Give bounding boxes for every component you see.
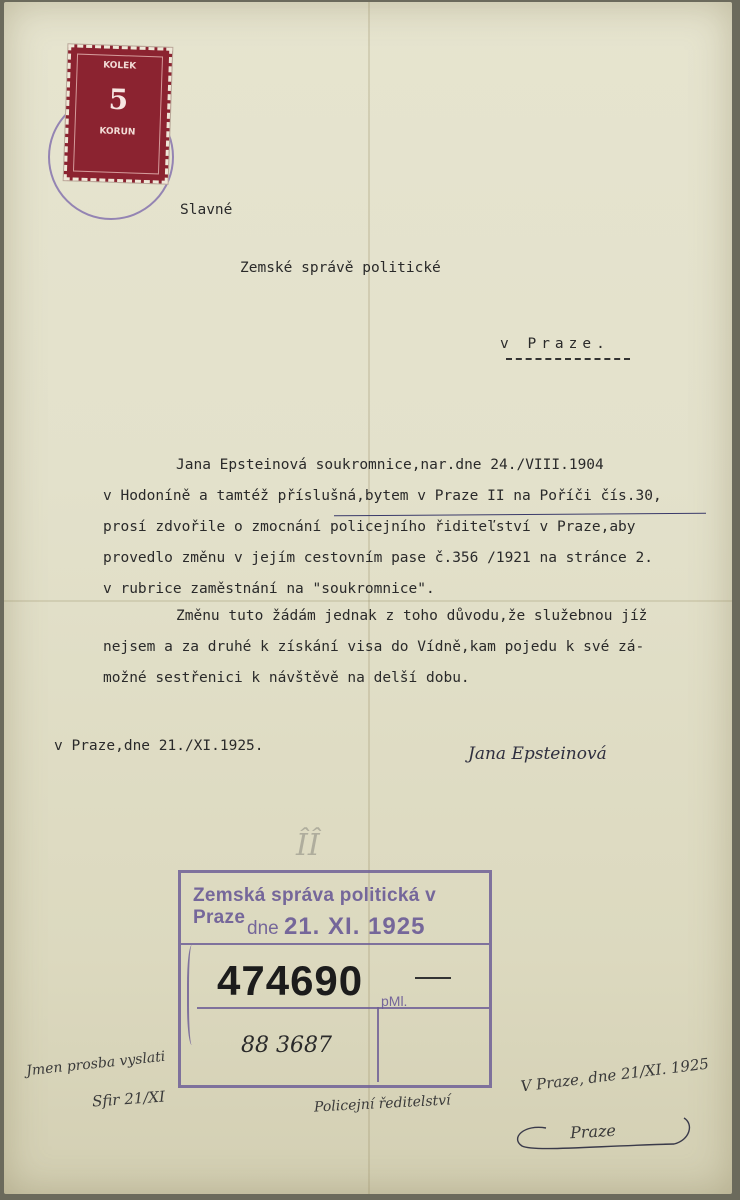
registry-stamp-vertical-divider xyxy=(377,1007,379,1082)
registry-stamp-bracket xyxy=(187,945,199,1045)
handwritten-signature: Jana Epsteinová xyxy=(468,744,607,764)
letter-line: prosí zdvořile o zmocnání policejního řiditeľství v Praze,aby xyxy=(103,519,636,535)
revenue-stamp xyxy=(64,44,173,184)
addressee-city: v Praze. xyxy=(500,336,610,352)
bottom-right-note-line2: Praze xyxy=(569,1120,617,1143)
registry-stamp-divider xyxy=(197,1007,489,1009)
letter-line: možné sestřenici k návštěvě na delší dobu. xyxy=(103,670,470,686)
revenue-stamp-top-label: KOLEK xyxy=(102,60,137,72)
bottom-right-note-line1: V Praze, dne 21/XI. 1925 xyxy=(519,1054,710,1096)
addressee-office: Zemské správě politické xyxy=(240,260,441,276)
place-and-date: v Praze,dne 21./XI.1925. xyxy=(54,738,264,754)
registry-stamp-date xyxy=(247,913,425,941)
bottom-center-note: Policejní ředitelství xyxy=(313,1092,451,1116)
ink-underline xyxy=(334,513,706,517)
registry-stamp-header xyxy=(181,873,489,945)
registry-stamp-date-prefix: dne xyxy=(247,918,279,939)
revenue-stamp-value: 5 xyxy=(108,82,129,117)
registry-number: 474690 xyxy=(217,957,364,1004)
paper-fold-horizontal xyxy=(4,600,732,602)
salutation: Slavné xyxy=(180,202,233,218)
letter-line: v Hodoníně a tamtéž příslušná,bytem v Praze II na Poříči čís.30, xyxy=(103,488,662,504)
handwritten-flourish xyxy=(504,1110,704,1160)
faint-ink-bleed: ÎÎ xyxy=(296,828,320,863)
left-note-line2: Sfir 21/XI xyxy=(91,1087,166,1111)
registry-stamp xyxy=(178,870,492,1088)
registry-stamp-date-value: 21. XI. 1925 xyxy=(283,913,426,940)
registry-stamp-office: Zemská správa politická v Praze xyxy=(193,885,437,928)
left-note-line1: Jmen prosba vyslati xyxy=(25,1048,167,1080)
revenue-stamp-bottom-label: KORUN xyxy=(99,126,136,138)
registry-pml-label: pMl. xyxy=(381,993,408,1009)
letter-line: Jana Epsteinová soukromnice,nar.dne 24./VIII.1904 xyxy=(176,457,604,473)
registry-sub-number: 88 3687 xyxy=(241,1033,332,1058)
registry-dash-mark xyxy=(415,977,451,979)
letter-line: nejsem a za druhé k získání visa do Vídně,kam pojedu k své zá- xyxy=(103,639,645,655)
letter-line: provedlo změnu v jejím cestovním pase č.356 /1921 na stránce 2. xyxy=(103,550,653,566)
document-page xyxy=(4,2,732,1194)
letter-line: v rubrice zaměstnání na "soukromnice". xyxy=(103,581,435,597)
city-underline xyxy=(506,358,630,360)
letter-line: Změnu tuto žádám jednak z toho důvodu,že služebnou jíž xyxy=(176,608,648,624)
